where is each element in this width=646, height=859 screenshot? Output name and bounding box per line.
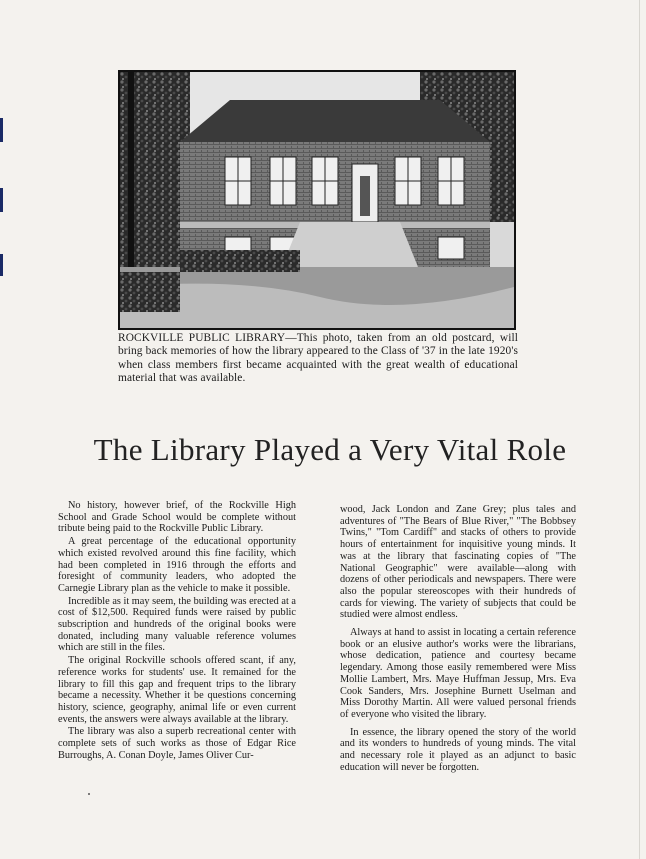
photo-caption: ROCKVILLE PUBLIC LIBRARY—This photo, taken from an old postcard, will bring back memories of how the library appeared to the Class of '37 in the late 1920's when class members first became acquainted with the great wealth of educational material that was available.	[118, 332, 518, 385]
paragraph: Incredible as it may seem, the building was erected at a cost of $12,500. Required funds were raised by public subscription and hundreds of the original books were donated, including many valuable reference volumes which are still in the files.	[58, 595, 296, 654]
paragraph: The library was also a superb recreational center with complete sets of such works as those of Edgar Rice Burroughs, A. Conan Doyle, James Oliver Cur-	[58, 726, 296, 761]
article-title: The Library Played a Very Vital Role	[93, 432, 567, 467]
paragraph: Always at hand to assist in locating a certain reference book or an elusive author's works were the librarians, whose dedication, patience and courtesy became legendary. Among those easily remembered were Miss Mollie Lambert, Mrs. Maye Huffman Jessup, Mrs. Eva Cook Sanders, Mrs. Josephine Burnett Uselman and Miss Dorothy Martin. All were valued personal friends of everyone who visited the library.	[340, 627, 576, 720]
binder-mark-2	[0, 188, 3, 212]
article-right-column	[340, 504, 576, 774]
library-building-photo-icon	[120, 72, 514, 328]
binder-mark-3	[0, 254, 3, 276]
library-photo	[118, 70, 516, 330]
paragraph: A great percentage of the educational opportunity which existed revolved around this fine facility, which had been completed in 1916 through the efforts and foresight of community leaders, who adopted the Carnegie Library plan as the vehicle to make it possible.	[58, 536, 296, 594]
binder-mark-1	[0, 118, 3, 142]
page-edge	[639, 0, 640, 859]
paragraph: No history, however brief, of the Rockville High School and Grade School would be complete without tribute being paid to the Rockville Public Library.	[58, 500, 296, 535]
paper-speck	[88, 793, 90, 795]
paragraph: In essence, the library opened the story of the world and its wonders to hundreds of young minds. The vital and necessary role it played as an adjunct to basic education will never be forgotten.	[340, 726, 576, 773]
paragraph: The original Rockville schools offered scant, if any, reference works for students' use. It remained for the library to fill this gap and frequent trips to the library became a necessity. Whether it be questions concerning history, science, geography, animal life or even current events, the answers were always available at the library.	[58, 655, 296, 725]
article-left-column	[58, 500, 296, 762]
paragraph-continued: wood, Jack London and Zane Grey; plus tales and adventures of "The Bears of Blue River," "The Bobbsey Twins," "Tom Cardiff" and stacks of others to provide hours of entertainment for inquisitive young minds. It was at the library that fascinating copies of "The National Geographic" were available—along with dozens of other periodicals and newspapers. There were also the popular stereoscopes with their hundreds of cards for viewing. The variety of subjects that could be studied were almost endless.	[340, 504, 576, 621]
